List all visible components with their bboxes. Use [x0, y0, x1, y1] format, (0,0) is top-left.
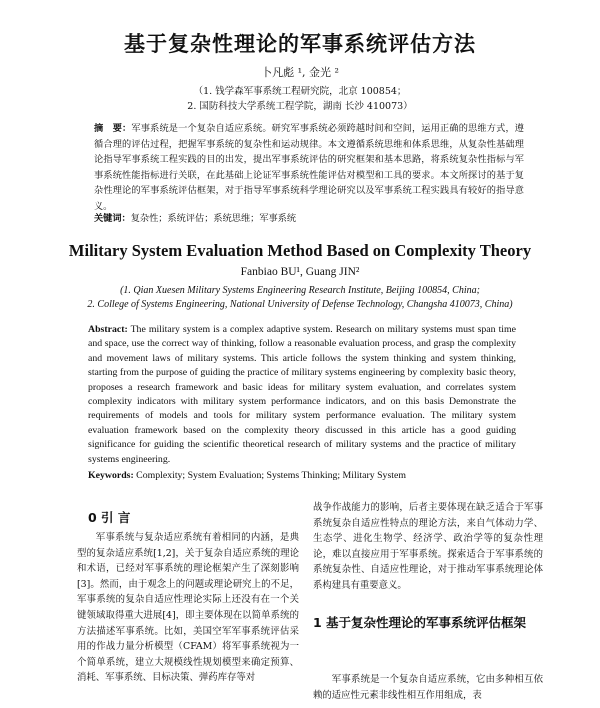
- right-column-paragraph: 战争作战能力的影响，后者主要体现在缺乏适合于军事系统复杂自适应性特点的理论方法，来自气体动力学、生态学、进化生物学、经济学、政治学等的复杂性理论，难以直接应用于军事系统。探索适合于军事系统的系统复杂性、自适应性理论，对于推动军事系统理论体系构建具有重要意义。: [313, 502, 543, 591]
- english-affiliation-1: (1. Qian Xuesen Military Systems Engineering Research Institute, Beijing 100854, China;: [120, 285, 480, 296]
- chinese-abstract: [94, 121, 524, 214]
- left-column-paragraph: 军事系统与复杂适应系统有着相同的内涵，是典型的复杂适应系统[1,2]，关于复杂自适应系统的理论和术语，已经对军事系统的理论框架产生了深刻影响[3]。然而，由于观念上的问题或理论研究上的不足，军事系统的复杂自适应性理论实际上还没有在一个关键领域取得重大进展[4]，即主要体现在以简单系统的方法描述军事系统。比如，美国空军军事系统评估采用的作战力量分析模型（CFAM）将军事系统视为一个简单系统，建立大规模线性规划模型来确定预算、消耗、军事系统、目标决策、弹药库存等对: [77, 532, 299, 684]
- chinese-keywords-label: 关键词：: [94, 213, 131, 224]
- chinese-affiliation-2: 2. 国防科技大学系统工程学院，湖南 长沙 410073）: [187, 101, 413, 112]
- section-1-heading: 1 基于复杂性理论的军事系统评估框架: [313, 615, 527, 630]
- english-abstract: [88, 323, 516, 467]
- english-authors: Fanbiao BU¹, Guang JIN²: [240, 266, 360, 278]
- chinese-authors: 卜凡彪 ¹, 金光 ²: [261, 66, 339, 79]
- english-abstract-label: Abstract:: [88, 324, 128, 335]
- chinese-keywords-text: 复杂性；系统评估；系统思维；军事系统: [130, 213, 297, 224]
- chinese-title: 基于复杂性理论的军事系统评估方法: [124, 32, 476, 56]
- chinese-abstract-label: 摘 要：: [94, 123, 132, 134]
- english-abstract-text: The military system is a complex adaptive system. Research on military systems must span time and space, use the correct way of thinking, follow a reasonable evaluation process, and grasp the complexity and movement laws of military systems. This article follows the system thinking and system thinking, starting from the purpose of guiding the practice of military systems engineering by complexity basic theory, proposes a research framework and basic ideas for military system evaluation, and correlates system complexity indicators with military system performance indicators, and on this basis Demonstrate the requirements of models and tools for military system performance evaluation. The military system evaluation framework based on the complexity theory discussed in this article has a good guiding significance for guiding the scientific theoretical research of military systems and the practice of military systems engineering.: [88, 324, 516, 465]
- english-affiliation-2: 2. College of Systems Engineering, National University of Defense Technology, Changsha 410073, China): [87, 299, 513, 310]
- chinese-abstract-text: 军事系统是一个复杂自适应系统。研究军事系统必须跨越时间和空间，运用正确的思维方式，遵循合理的评估过程，把握军事系统的复杂性和运动规律。本文遵循系统思维和体系思维，从复杂性基础理论指导军事系统工程实践的目的出发，提出军事系统评估的研究框架和基本思路，将系统复杂性指标与军事系统性能指标进行关联，在此基础上论证军事系统性能评估对模型和工具的要求。本文所探讨的基于复杂性理论的军事系统评估框架，对于指导军事系统科学理论研究以及军事系统工程实践具有较好的指导意义。: [94, 123, 524, 212]
- right-column-paragraph-2: 军事系统是一个复杂自适应系统，它由多种相互依赖的适应性元素非线性相互作用组成，表: [313, 674, 543, 701]
- english-keywords: [88, 470, 528, 481]
- chinese-affiliation-1: （1. 钱学森军事系统工程研究院，北京 100854；: [193, 86, 407, 97]
- english-title: Military System Evaluation Method Based on Complexity Theory: [68, 241, 532, 260]
- section-0-heading: 0 引 言: [88, 510, 131, 525]
- chinese-keywords: [94, 210, 524, 224]
- english-keywords-text: Complexity; System Evaluation; Systems Thinking; Military System: [136, 470, 406, 481]
- english-keywords-label: Keywords:: [88, 470, 134, 481]
